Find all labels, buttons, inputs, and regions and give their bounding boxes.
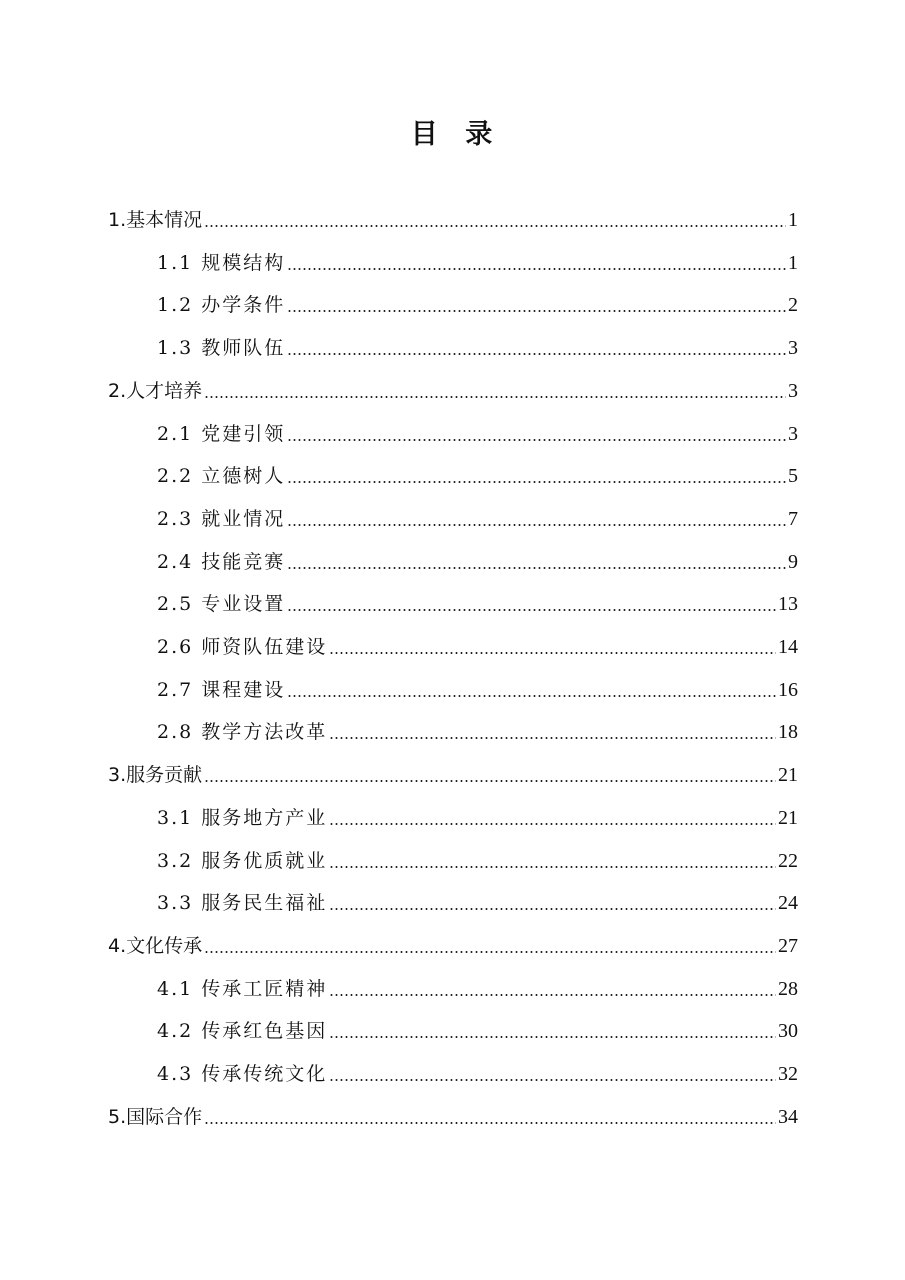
dot-leader [204,951,776,953]
toc-chapter-entry [108,375,798,407]
dot-leader [329,866,776,868]
toc-chapter-entry [108,759,798,791]
toc-page-number: 22 [778,849,798,872]
dot-leader [204,780,776,782]
toc-entry-label: 4.文化传承 [108,934,203,957]
toc-section-entry [157,588,798,620]
toc-page-number: 21 [778,806,798,829]
toc-page-number: 5 [788,465,798,488]
dot-leader [287,524,786,526]
toc-page-number: 32 [778,1063,798,1085]
toc-entry-label: 1.1 规模结构 [157,251,286,274]
toc-entry-label: 2.6 师资队伍建设 [157,636,328,658]
toc-section-entry [157,332,798,364]
toc-entry-label: 3.2 服务优质就业 [157,849,328,872]
toc-page-number: 3 [788,422,798,445]
toc-section-entry [157,460,798,492]
dot-leader [204,396,786,398]
toc-page-number: 1 [788,209,798,231]
toc-page-number: 21 [778,764,798,787]
toc-entry-label: 2.2 立德树人 [157,465,286,488]
page-title: 目 录 [410,119,495,150]
toc-entry-label: 1.3 教师队伍 [157,337,286,360]
toc-section-entry [157,845,798,877]
toc-entry-label: 5.国际合作 [108,1105,203,1128]
toc-entry-label: 3.服务贡献 [108,764,203,787]
dot-leader [287,439,786,441]
dot-leader [287,310,786,312]
toc-entry-label: 2.人才培养 [108,379,203,402]
toc-entry-label: 2.8 教学方法改革 [157,721,328,744]
toc-entry-label: 2.7 课程建设 [157,678,286,701]
toc-section-entry [157,1058,798,1090]
toc-entry-label: 1.基本情况 [108,209,203,231]
toc-entry-label: 4.1 传承工匠精神 [157,977,328,1000]
toc-section-entry [157,546,798,578]
dot-leader [329,1036,776,1038]
toc-section-entry [157,418,798,450]
toc-page-number: 7 [788,507,798,530]
toc-entry-label: 4.3 传承传统文化 [157,1063,328,1085]
dot-leader [287,353,786,355]
dot-leader [329,1079,776,1081]
toc-section-entry [157,887,798,919]
toc-entry-label: 2.1 党建引领 [157,422,286,445]
toc-page-number: 28 [778,977,798,1000]
toc-page-number: 1 [788,251,798,274]
dot-leader [287,268,786,270]
dot-leader [287,481,786,483]
toc-section-entry [157,289,798,321]
toc-entry-label: 3.1 服务地方产业 [157,806,328,829]
dot-leader [204,225,786,227]
dot-leader [287,695,776,697]
toc-section-entry [157,247,798,279]
toc-page-number: 30 [778,1020,798,1043]
toc-entry-label: 2.3 就业情况 [157,507,286,530]
dot-leader [329,908,776,910]
toc-page-number: 2 [788,294,798,317]
toc-section-entry [157,973,798,1005]
toc-page-number: 9 [788,550,798,573]
dot-leader [287,609,776,611]
toc-chapter-entry [108,930,798,962]
toc-page-number: 34 [778,1105,798,1128]
toc-chapter-entry [108,204,798,236]
dot-leader [204,1122,776,1124]
toc-page-number: 18 [778,721,798,744]
toc-section-entry [157,802,798,834]
dot-leader [287,567,786,569]
toc-page-number: 14 [778,636,798,658]
toc-entry-label: 2.5 专业设置 [157,593,286,616]
toc-chapter-entry [108,1101,798,1133]
toc-entry-label: 3.3 服务民生福祉 [157,892,328,915]
dot-leader [329,823,776,825]
toc-page-number: 3 [788,379,798,402]
toc-page-number: 27 [778,934,798,957]
toc-page-number: 16 [778,678,798,701]
toc-page-number: 3 [788,337,798,360]
dot-leader [329,737,776,739]
dot-leader [329,994,776,996]
toc-section-entry [157,1015,798,1047]
toc-section-entry [157,674,798,706]
toc-entry-label: 2.4 技能竞赛 [157,550,286,573]
dot-leader [329,652,776,654]
toc-entry-label: 1.2 办学条件 [157,294,286,317]
toc-page-number: 13 [778,593,798,616]
toc-section-entry [157,631,798,663]
toc-page-number: 24 [778,892,798,915]
toc-section-entry [157,716,798,748]
toc-entry-label: 4.2 传承红色基因 [157,1020,328,1043]
toc-section-entry [157,503,798,535]
